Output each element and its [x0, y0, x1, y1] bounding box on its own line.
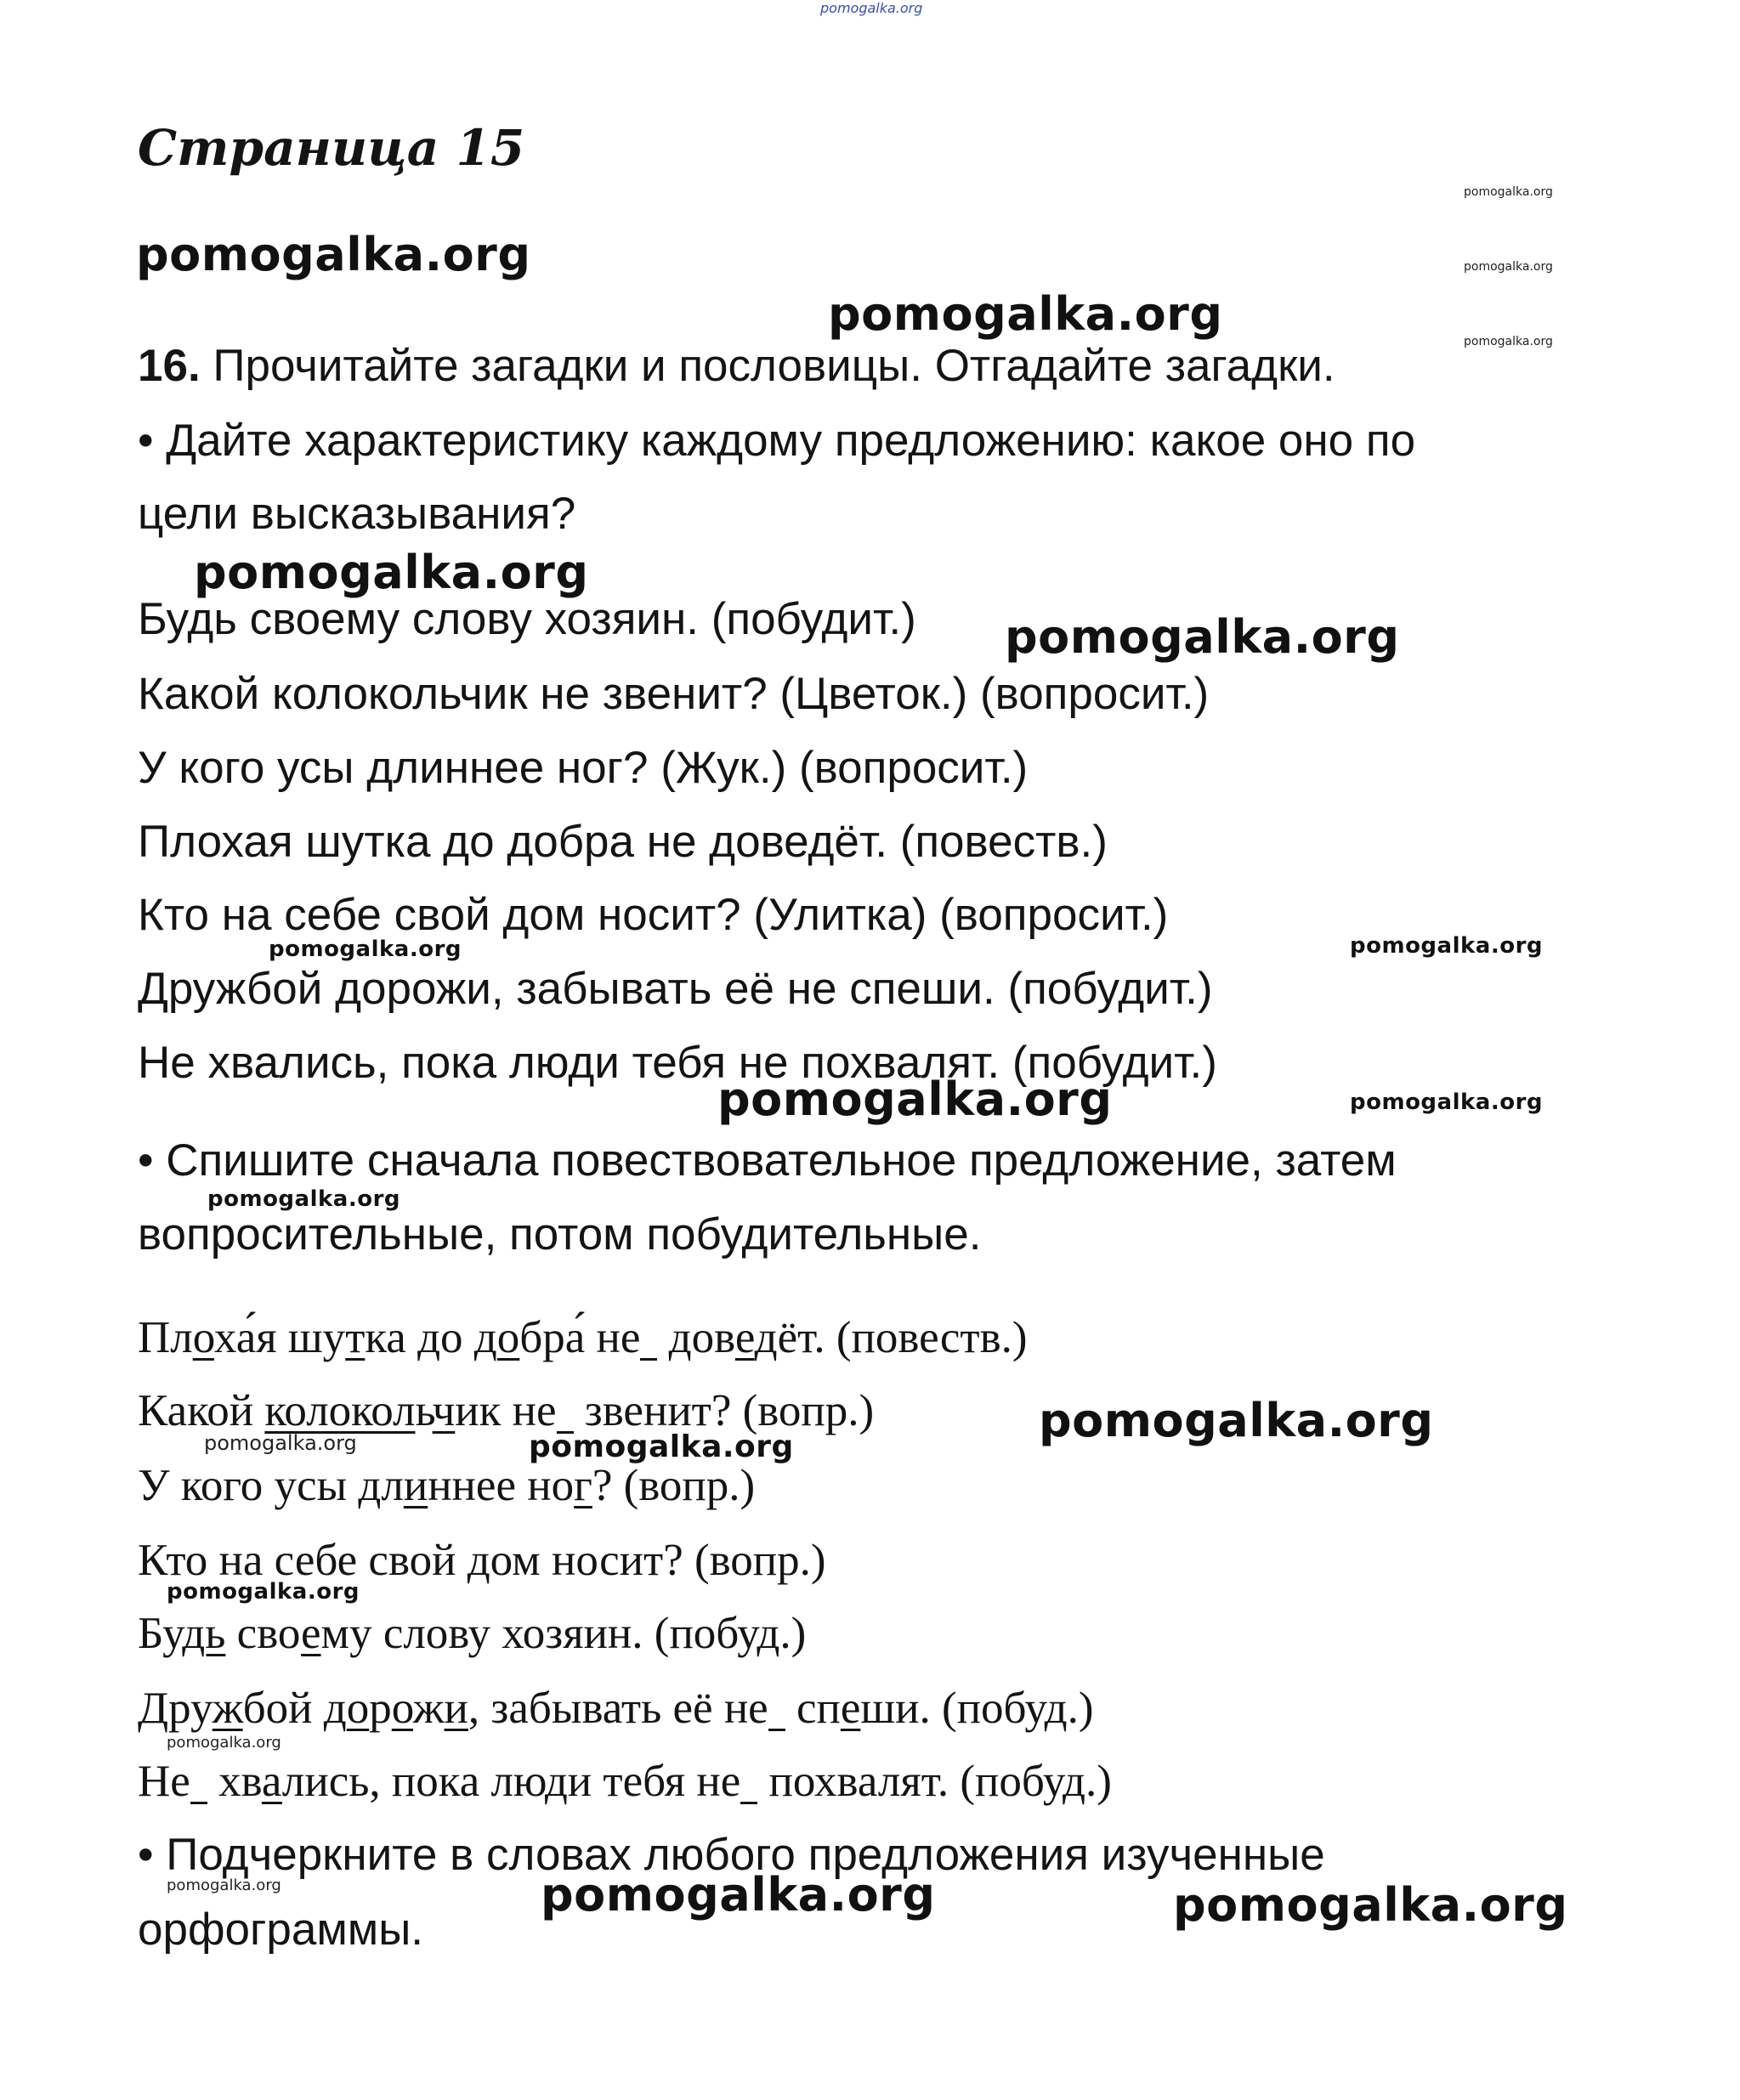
page-title: Страница 15: [138, 119, 525, 177]
answer-5: Будь своему слову хозяин. (побуд.): [138, 1609, 807, 1658]
answer-7: Не хвались, пока люди тебя не похвалят. (побуд.): [138, 1757, 1112, 1806]
exercise-number: 16.: [138, 341, 201, 391]
answer-1: Плоха́я шутка до добра́ не доведёт. (повеств.): [138, 1313, 1028, 1362]
watermark: pomogalka.org: [529, 1429, 794, 1464]
watermark: pomogalka.org: [167, 1734, 281, 1752]
watermark: pomogalka.org: [1350, 933, 1544, 959]
sentence-5: Кто на себе свой дом носит? (Улитка) (вопросит.): [138, 890, 1169, 940]
watermark: pomogalka.org: [717, 1073, 1113, 1126]
watermark: pomogalka.org: [207, 1186, 401, 1212]
instruction2-line1: • Спишите сначала повествовательное предложение, затем: [138, 1135, 1397, 1186]
gap-mark: [740, 1802, 757, 1804]
sentence-6: Дружбой дорожи, забывать её не спеши. (побудит.): [138, 964, 1213, 1014]
watermark: pomogalka.org: [204, 1431, 357, 1455]
exercise-task: [138, 340, 1335, 392]
watermark: pomogalka.org: [1350, 1090, 1544, 1115]
gap-mark: [768, 1729, 785, 1731]
sentence-3: У кого усы длиннее ног? (Жук.) (вопросит.): [138, 743, 1029, 793]
instruction3-line1: • Подчеркните в словах любого предложения изученные: [138, 1830, 1325, 1880]
watermark: pomogalka.org: [194, 546, 589, 599]
top-watermark: pomogalka.org: [820, 0, 923, 16]
watermark: pomogalka.org: [1173, 1878, 1568, 1932]
watermark: pomogalka.org: [167, 1579, 360, 1605]
sentence-4: Плохая шутка до добра не доведёт. (повеств.): [138, 817, 1108, 867]
watermark: pomogalka.org: [1464, 260, 1553, 274]
answer-4: Кто на себе свой дом носит? (вопр.): [138, 1536, 826, 1585]
sentence-1: Будь своему слову хозяин. (побудит.): [138, 594, 916, 644]
answer-3: У кого усы длиннее ног? (вопр.): [138, 1461, 756, 1510]
gap-mark: [190, 1802, 207, 1804]
watermark: pomogalka.org: [828, 287, 1223, 341]
watermark: pomogalka.org: [1464, 185, 1553, 199]
exercise-question-line1: • Дайте характеристику каждому предложению: какое оно по: [138, 416, 1416, 466]
watermark: pomogalka.org: [167, 1876, 281, 1894]
exercise-question-line2: цели высказывания?: [138, 489, 576, 539]
watermark: pomogalka.org: [1464, 335, 1553, 348]
gap-mark: [640, 1358, 657, 1361]
answer-6: Дружбой дорожи, забывать её не спеши. (побуд.): [138, 1684, 1094, 1733]
watermark: pomogalka.org: [136, 228, 531, 281]
watermark: pomogalka.org: [1039, 1394, 1434, 1447]
answer-2: Какой колокольчик не звенит? (вопр.): [138, 1386, 875, 1435]
exercise-task-text: Прочитайте загадки и пословицы. Отгадайте загадки.: [213, 341, 1335, 391]
instruction2-line2: вопросительные, потом побудительные.: [138, 1209, 982, 1259]
watermark: pomogalka.org: [1005, 610, 1400, 664]
watermark: pomogalka.org: [269, 937, 462, 962]
sentence-2: Какой колокольчик не звенит? (Цветок.) (вопросит.): [138, 669, 1210, 719]
instruction3-line2: орфограммы.: [138, 1905, 424, 1955]
sentence-7: Не хвались, пока люди тебя не похвалят. (побудит.): [138, 1038, 1217, 1088]
watermark: pomogalka.org: [541, 1868, 936, 1922]
